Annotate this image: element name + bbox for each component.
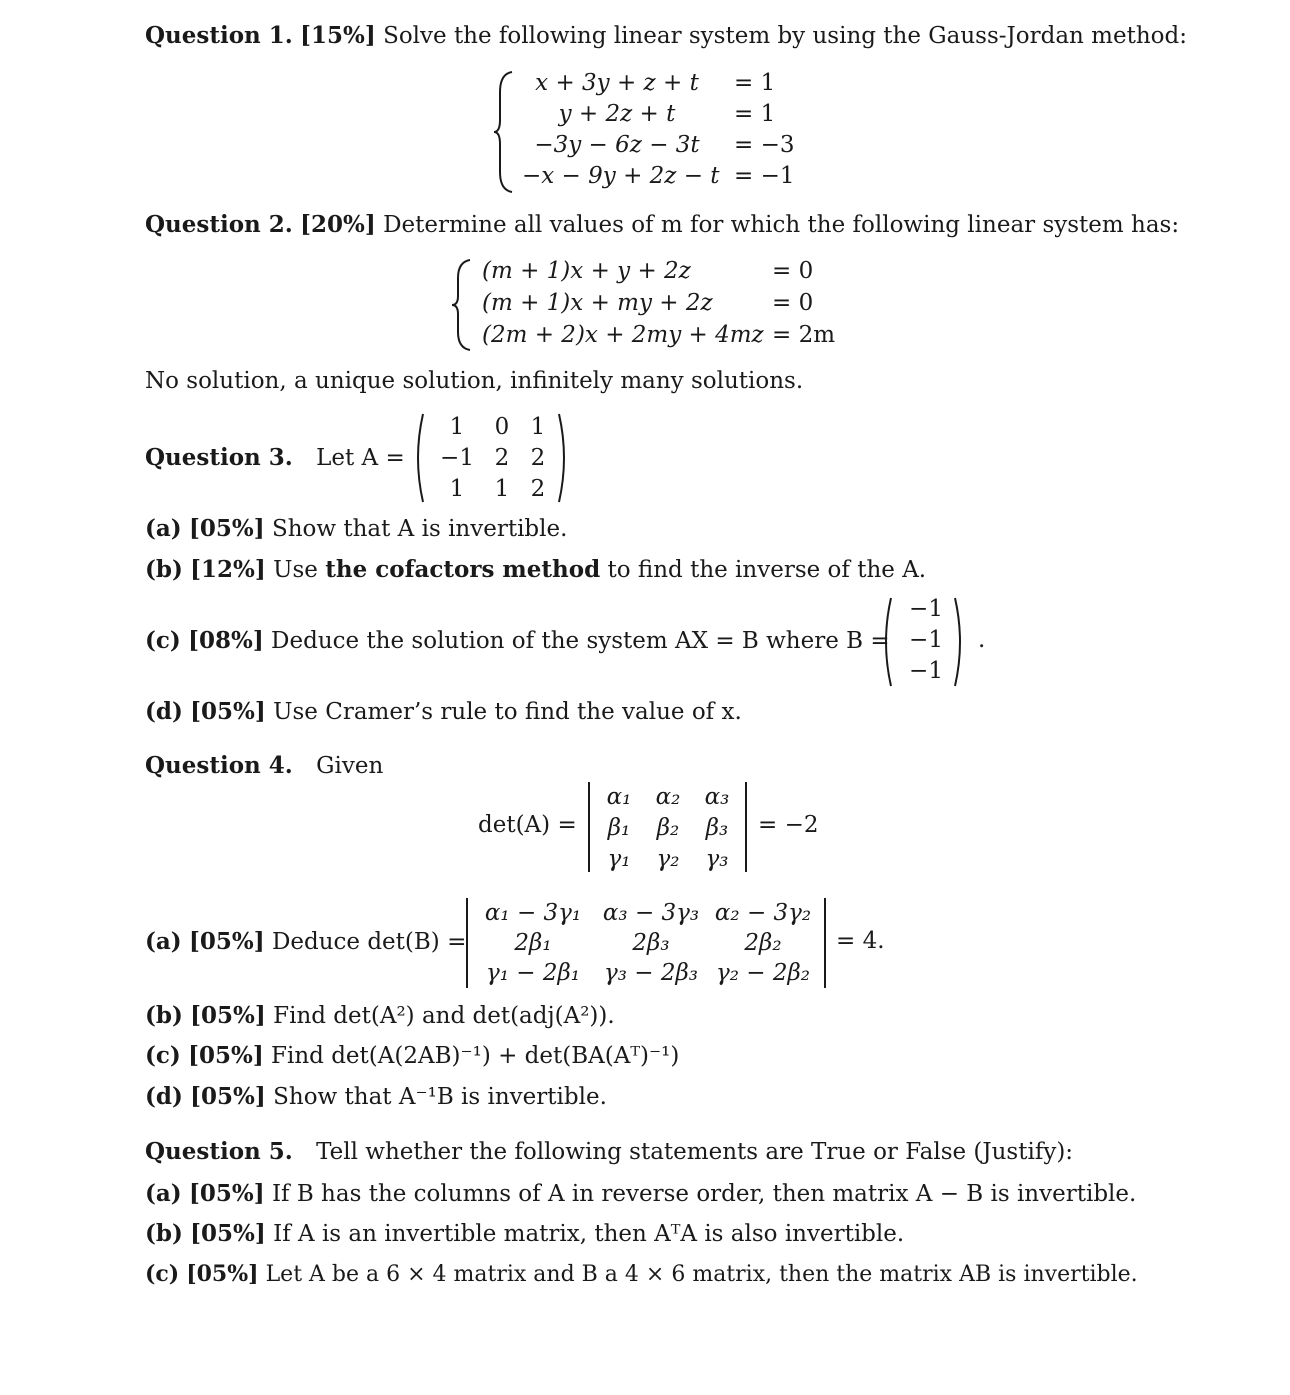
q4-detA-cell: α₁ bbox=[606, 784, 632, 810]
q4-detA-cell: α₃ bbox=[704, 784, 730, 810]
q4-detA-cell: γ₁ bbox=[607, 846, 631, 872]
q4-detB-cell: γ₂ − 2β₂ bbox=[715, 960, 810, 986]
q4-detA-cell: γ₃ bbox=[705, 846, 729, 872]
part-label: (d) bbox=[145, 1083, 183, 1110]
q3-part-a bbox=[145, 515, 567, 542]
q1-heading bbox=[145, 22, 1187, 49]
q3-matrix-cell: 2 bbox=[530, 445, 546, 471]
q1-eq-lhs: −3y − 6z − 3t bbox=[534, 132, 700, 158]
q3-matrix-cell: 0 bbox=[494, 414, 510, 440]
q1-eq-rhs: = 1 bbox=[734, 70, 776, 96]
q4-detA-label: det(A) = bbox=[478, 812, 577, 838]
part-label: (a) bbox=[145, 1180, 182, 1207]
q3-matrix-cell: −1 bbox=[440, 445, 474, 471]
part-weight: [05%] bbox=[190, 1002, 266, 1029]
q4-detA-cell: β₃ bbox=[705, 815, 729, 841]
part-text: Show that A is invertible. bbox=[271, 516, 568, 542]
q3-matrix-cell: 1 bbox=[449, 476, 465, 502]
q3-intro: Let A = bbox=[316, 445, 405, 471]
q2-text: Determine all values of m for which the following linear system has: bbox=[383, 212, 1180, 238]
q4-detB-cell: α₁ − 3γ₁ bbox=[484, 900, 582, 926]
q5-part-c bbox=[145, 1261, 1138, 1287]
q2-eq-rhs: = 0 bbox=[772, 258, 814, 284]
part-text: Let A be a 6 × 4 matrix and B a 4 × 6 matrix, then the matrix AB is invertible. bbox=[265, 1262, 1138, 1287]
q4-detA-value: = −2 bbox=[758, 812, 819, 838]
part-emphasis: the cofactors method bbox=[325, 556, 601, 583]
q1-eq-rhs: = −1 bbox=[734, 163, 795, 189]
q2-eq-lhs: (m + 1)x + y + 2z bbox=[482, 258, 691, 284]
q2-left-brace bbox=[450, 258, 474, 352]
q2-heading bbox=[145, 211, 1179, 238]
q2-label: Question 2. bbox=[145, 211, 293, 238]
part-label: (b) bbox=[145, 556, 183, 583]
part-text: Use bbox=[273, 557, 318, 583]
q5-heading bbox=[145, 1138, 1073, 1165]
part-label: (a) bbox=[145, 928, 182, 955]
q4-detA-right-bar bbox=[745, 782, 747, 872]
q2-eq-rhs: = 0 bbox=[772, 290, 814, 316]
q4-detB-value: = 4. bbox=[836, 928, 885, 954]
part-label: (c) bbox=[145, 1042, 181, 1069]
part-text: If A is an invertible matrix, then AᵀA is also invertible. bbox=[273, 1221, 905, 1247]
part-weight: [12%] bbox=[190, 556, 266, 583]
q1-eq-lhs: y + 2z + t bbox=[558, 101, 676, 127]
q4-heading bbox=[145, 752, 383, 779]
q2-footer: No solution, a unique solution, infinitely many solutions. bbox=[145, 368, 804, 394]
q4-detB-right-bar bbox=[824, 898, 826, 988]
q4-label: Question 4. bbox=[145, 752, 293, 779]
q1-text: Solve the following linear system by using the Gauss-Jordan method: bbox=[383, 23, 1187, 49]
part-weight: [05%] bbox=[188, 1042, 264, 1069]
q3-matrix-left-paren bbox=[410, 412, 426, 504]
q3-vector-period: . bbox=[978, 627, 986, 653]
q3-part-c bbox=[145, 627, 890, 654]
q3-matrix-cell: 2 bbox=[530, 476, 546, 502]
q1-eq-rhs: = −3 bbox=[734, 132, 795, 158]
part-weight: [05%] bbox=[190, 1220, 266, 1247]
q3-heading bbox=[145, 444, 405, 471]
q4-detB-left-bar bbox=[466, 898, 468, 988]
part-weight: [05%] bbox=[188, 1180, 265, 1207]
part-label: (b) bbox=[145, 1002, 183, 1029]
part-weight: [05%] bbox=[190, 698, 266, 725]
part-weight: [05%] bbox=[188, 515, 265, 542]
q4-part-c bbox=[145, 1042, 679, 1069]
q1-eq-rhs: = 1 bbox=[734, 101, 776, 127]
q4-part-b bbox=[145, 1002, 615, 1029]
part-weight: [05%] bbox=[190, 1083, 266, 1110]
q4-detB-cell: α₃ − 3γ₃ bbox=[602, 900, 700, 926]
part-text: Use Cramer’s rule to find the value of x. bbox=[273, 699, 742, 725]
q4-detB-cell: γ₁ − 2β₁ bbox=[485, 960, 580, 986]
q3-vector-cell: −1 bbox=[909, 596, 943, 622]
q5-part-b bbox=[145, 1220, 904, 1247]
q3-part-b bbox=[145, 556, 926, 583]
q4-detB-cell: 2β₂ bbox=[744, 930, 782, 956]
q3-vector-cell: −1 bbox=[909, 658, 943, 684]
q1-label: Question 1. bbox=[145, 22, 293, 49]
part-text: Deduce the solution of the system AX = B where B = bbox=[271, 628, 890, 654]
q3-matrix-cell: 1 bbox=[530, 414, 546, 440]
q1-left-brace bbox=[492, 70, 516, 194]
q4-detA-left-bar bbox=[588, 782, 590, 872]
q3-matrix-cell: 2 bbox=[494, 445, 510, 471]
q3-matrix-cell: 1 bbox=[494, 476, 510, 502]
part-text: Show that A⁻¹B is invertible. bbox=[273, 1084, 607, 1110]
q3-matrix-right-paren bbox=[556, 412, 572, 504]
part-label: (d) bbox=[145, 698, 183, 725]
q2-weight: [20%] bbox=[300, 211, 376, 238]
q4-detA-cell: α₂ bbox=[655, 784, 681, 810]
q4-detB-cell: 2β₃ bbox=[632, 930, 670, 956]
part-weight: [05%] bbox=[186, 1261, 259, 1287]
part-text: Find det(A(2AB)⁻¹) + det(BA(Aᵀ)⁻¹) bbox=[271, 1043, 680, 1069]
q5-label: Question 5. bbox=[145, 1138, 293, 1165]
q3-part-d bbox=[145, 698, 742, 725]
q3-vector-right-paren bbox=[952, 596, 968, 688]
q4-detB-cell: α₂ − 3γ₂ bbox=[714, 900, 812, 926]
q2-eq-lhs: (2m + 2)x + 2my + 4mz bbox=[482, 322, 764, 348]
part-text: Find det(A²) and det(adj(A²)). bbox=[273, 1003, 615, 1029]
part-text: Deduce det(B) = bbox=[271, 929, 467, 955]
q4-detB-cell: 2β₁ bbox=[514, 930, 552, 956]
part-text: to find the inverse of the A. bbox=[607, 557, 927, 583]
part-label: (c) bbox=[145, 627, 181, 654]
q1-weight: [15%] bbox=[300, 22, 376, 49]
q4-detB-cell: γ₃ − 2β₃ bbox=[603, 960, 698, 986]
q4-part-a bbox=[145, 928, 466, 955]
q5-intro: Tell whether the following statements are True or False (Justify): bbox=[316, 1139, 1074, 1165]
q3-vector-cell: −1 bbox=[909, 627, 943, 653]
q3-label: Question 3. bbox=[145, 444, 293, 471]
q2-eq-lhs: (m + 1)x + my + 2z bbox=[482, 290, 713, 316]
q4-part-d bbox=[145, 1083, 607, 1110]
part-label: (c) bbox=[145, 1261, 180, 1287]
part-text: If B has the columns of A in reverse order, then matrix A − B is invertible. bbox=[271, 1181, 1137, 1207]
q1-eq-lhs: x + 3y + z + t bbox=[535, 70, 699, 96]
part-weight: [08%] bbox=[188, 627, 264, 654]
q2-eq-rhs: = 2m bbox=[772, 322, 836, 348]
q4-detA-cell: β₁ bbox=[607, 815, 631, 841]
part-label: (b) bbox=[145, 1220, 183, 1247]
part-weight: [05%] bbox=[188, 928, 265, 955]
q5-part-a bbox=[145, 1180, 1136, 1207]
q3-vector-left-paren bbox=[878, 596, 894, 688]
q3-matrix-cell: 1 bbox=[449, 414, 465, 440]
q1-eq-lhs: −x − 9y + 2z − t bbox=[522, 163, 720, 189]
q4-detA-cell: γ₂ bbox=[656, 846, 680, 872]
q4-detA-cell: β₂ bbox=[656, 815, 680, 841]
part-label: (a) bbox=[145, 515, 182, 542]
q4-intro: Given bbox=[316, 753, 384, 779]
